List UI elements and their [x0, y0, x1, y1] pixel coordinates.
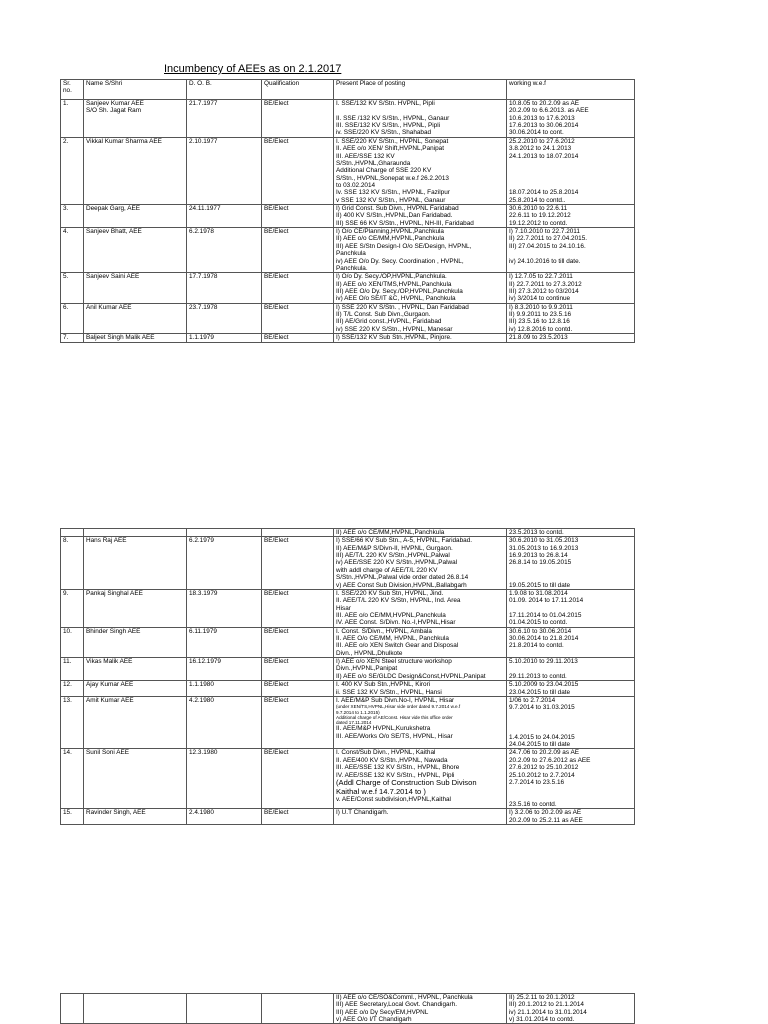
date-of-birth: 2.10.1977 — [187, 137, 262, 204]
cell-line — [509, 250, 632, 257]
cell-line: 10.6.2013 to 17.6.2013 — [509, 114, 575, 122]
cell-line: iv) 3/2014 to continue — [509, 295, 571, 303]
sr-no: 12. — [61, 681, 84, 697]
sr-no: 8. — [61, 537, 84, 590]
date-of-birth — [187, 529, 262, 537]
table-row — [61, 696, 635, 749]
working-since — [507, 228, 635, 273]
date-of-birth: 6.11.1979 — [187, 627, 262, 657]
officer-name — [84, 809, 187, 825]
cell-line: IV. AEE/SSE 132 KV S/Stn., HVPNL, Pipli — [336, 771, 455, 779]
date-of-birth: 1.1.1979 — [187, 334, 262, 342]
officer-name — [84, 589, 187, 627]
officer-name — [84, 537, 187, 590]
posting-place — [334, 273, 507, 303]
incumbency-table-part-3 — [60, 993, 635, 1024]
cell-line: Divn., HVPNL,Dhulkote — [336, 649, 403, 657]
header-dob: D. O. B. — [187, 80, 262, 100]
cell-line: 21.8.09 to 23.5.2013 — [509, 334, 568, 342]
cell-line: 30.6.10 to 30.06.2014 — [509, 627, 572, 635]
cell-line: Baljeet Singh Malik AEE — [86, 334, 155, 342]
cell-line: 24.1.2013 to 18.07.2014 — [509, 152, 579, 160]
posting-place — [334, 529, 507, 537]
posting-place — [334, 137, 507, 204]
cell-line: Anil Kumar AEE — [86, 303, 132, 311]
cell-line: II) 25.2.11 to 20.1.2012 — [509, 994, 575, 1001]
cell-line: Iv. SSE 132 KV S/Stn., HVPNL, Fazilpur — [336, 189, 450, 197]
working-since — [507, 303, 635, 333]
cell-line: III) 20.1.2012 to 21.1.2014 — [509, 1001, 584, 1009]
cell-line — [509, 665, 632, 672]
cell-line: IV. AEE Const. S/Divn. No.-I,HVPNL,Hisar — [336, 619, 456, 627]
cell-line: 25.2.2010 to 27.6.2012 — [509, 137, 575, 145]
date-of-birth: 16.12.1979 — [187, 658, 262, 681]
posting-place — [334, 537, 507, 590]
cell-line: ii. SSE 132 KV S/Stn., HVPNL, Hansi — [336, 688, 442, 696]
qualification: BE/Elect — [262, 749, 334, 809]
table-row — [61, 334, 635, 342]
posting-place — [334, 100, 507, 138]
qualification: BE/Elect — [262, 273, 334, 303]
sr-no: 14. — [61, 749, 84, 809]
officer-name — [84, 205, 187, 228]
cell-line: v) AEE Const Sub Division,HVPNL,Ballabgarh — [336, 581, 467, 589]
cell-line: iv. SSE/220 KV S/Stn., Shahabad — [336, 129, 432, 137]
posting-place — [334, 658, 507, 681]
cell-line: II) AEE o/o CE/SO&Comml., HVPNL, Panchkula — [336, 994, 473, 1001]
cell-line: (Addl Charge of Construction Sub Divison — [336, 777, 477, 787]
cell-line: v. AEE/Const subdivision,HVPNL,Kaithal — [336, 796, 451, 804]
cell-line — [86, 529, 184, 536]
qualification: BE/Elect — [262, 809, 334, 825]
cell-line — [509, 712, 632, 719]
table-row — [61, 589, 635, 627]
cell-line: (under XEN/TS,HVPNL,Hisar vide order dated 9.7.2014 w.e.f — [336, 704, 461, 710]
working-since — [507, 334, 635, 342]
header-place: Present Place of posting — [334, 80, 507, 100]
officer-name — [84, 696, 187, 749]
officer-name — [84, 334, 187, 342]
officer-name — [84, 273, 187, 303]
sr-no: 9. — [61, 589, 84, 627]
cell-line: II) AEE o/o XEN/TMS,HVPNL,Panchkula — [336, 280, 452, 288]
cell-line: 19.05.2015 to till date — [509, 581, 571, 589]
table-row — [61, 529, 635, 537]
qualification: BE/Elect — [262, 537, 334, 590]
cell-line: with addl charge of AEE/T/L 220 KV — [336, 566, 438, 574]
officer-name — [84, 303, 187, 333]
cell-line: iv) AEE O/o SE/IT &C, HVPNL, Panchkula — [336, 295, 456, 303]
cell-line: 19.12.2012 to contd. — [509, 219, 568, 227]
cell-line: I) SSE/66 KV Sub Stn., A-5, HVPNL, Faridabad. — [336, 537, 473, 545]
cell-line: II) AEE o/o SE/GLDC Design&Const,HVPNL,Panipat — [336, 672, 486, 680]
cell-line: iv) AEE O/o Dy. Secy. Coordination , HVPNL, — [336, 257, 464, 265]
cell-line: to 03.02.2014 — [336, 181, 376, 189]
cell-line: II. AEE O/o CE/MM, HVPNL, Panchkula — [336, 635, 449, 643]
cell-line: 30.06.2014 to 21.8.2014 — [509, 635, 579, 643]
header-name: Name S/Shri — [84, 80, 187, 100]
cell-line: 24.7.06 to 20.2.09 as AE — [509, 749, 579, 757]
cell-line: I) SSE 220 KV S/Stn. , HVPNL, Dan Faridabad — [336, 303, 469, 311]
cell-line: III. AEE/SSE 132 KV S/Stn., HVPNL, Bhore — [336, 764, 460, 772]
cell-line: Additional Charge of SSE 220 KV — [336, 167, 432, 175]
working-since — [507, 205, 635, 228]
cell-line: 30.6.2010 to 22.6.11 — [509, 205, 568, 213]
table-header-row — [61, 80, 635, 100]
cell-line: 21.8.2014 to contd. — [509, 642, 564, 650]
sr-no: 1. — [61, 100, 84, 138]
working-since — [507, 994, 635, 1024]
date-of-birth: 18.3.1979 — [187, 589, 262, 627]
cell-line: 3.8.2012 to 24.1.2013 — [509, 145, 572, 153]
sr-no: 2. — [61, 137, 84, 204]
cell-line: 24.04.2015 to till date — [509, 741, 571, 749]
cell-line — [509, 574, 632, 581]
header-working: working w.e.f — [507, 80, 635, 100]
officer-name — [84, 658, 187, 681]
cell-line — [336, 107, 504, 114]
cell-line: I. AEE/M&P Sub Divn.No-I, HVPNL, Hisar — [336, 696, 455, 704]
sr-no — [61, 994, 84, 1024]
officer-name — [84, 137, 187, 204]
qualification: BE/Elect — [262, 696, 334, 749]
cell-line: Vikas Malik AEE — [86, 658, 133, 666]
cell-line: II) AEE/M&P S/Divn-II, HVPNL, Gurgaon. — [336, 544, 453, 552]
cell-line: Bhinder Singh AEE — [86, 627, 141, 635]
cell-line: I. SSE/220 KV S/Stn., HVPNL, Sonepat — [336, 137, 449, 145]
table-row — [61, 658, 635, 681]
posting-place — [334, 809, 507, 825]
cell-line: Amit Kumar AEE — [86, 696, 134, 704]
working-since — [507, 658, 635, 681]
table-row — [61, 681, 635, 697]
cell-line: S/O Sh. Jagat Ram — [86, 107, 142, 115]
posting-place — [334, 228, 507, 273]
cell-line: I) 8.3.2010 to 9.9.2011 — [509, 303, 573, 311]
cell-line: 20.2.09 to 6.6.2013. as AEE — [509, 107, 589, 115]
posting-place — [334, 627, 507, 657]
cell-line: 9.7.2014 to 31.03.2015 — [509, 704, 575, 712]
posting-place — [334, 749, 507, 809]
cell-line: II) 400 KV S/Stn.,HVPNL,Dan Faridabad. — [336, 212, 453, 220]
cell-line: III. AEE/Works O/o SE/TS, HVPNL, Hisar — [336, 732, 453, 740]
cell-line: iv) 12.8.2016 to contd. — [509, 325, 573, 333]
posting-place — [334, 681, 507, 697]
cell-line — [509, 786, 632, 793]
sr-no: 10. — [61, 627, 84, 657]
cell-line: 22.6.11 to 19.12.2012 — [509, 212, 571, 220]
qualification — [262, 994, 334, 1024]
cell-line: 27.6.2012 to 25.10.2012 — [509, 764, 579, 772]
working-since — [507, 749, 635, 809]
working-since — [507, 696, 635, 749]
cell-line: Sanjeev Bhatt, AEE — [86, 228, 142, 236]
cell-line: 25.10.2012 to 2.7.2014 — [509, 771, 575, 779]
cell-line: S/Stn.,HVPNL,Gharaunda — [336, 159, 411, 167]
page-title: Incumbency of AEEs as on 2.1.2017 — [164, 63, 342, 75]
cell-line: Ravinder Singh, AEE — [86, 809, 146, 817]
cell-line: S/Stn.,HVPNL,Palwal vide order dated 26.8.14 — [336, 574, 469, 582]
table-row — [61, 273, 635, 303]
qualification: BE/Elect — [262, 137, 334, 204]
cell-line: 23.5.16 to contd. — [509, 800, 557, 808]
cell-line: iv) AEE/SSE 220 KV S/Stn.,HVPNL,Palwal — [336, 559, 458, 567]
cell-line: I) 3.2.06 to 20.2.09 as AE — [509, 809, 582, 817]
cell-line — [509, 605, 632, 612]
cell-line: I. SSE/132 KV S/Stn. HVPNL, Pipli — [336, 100, 435, 107]
posting-place — [334, 303, 507, 333]
cell-line: I) SSE/132 KV Sub Stn.,HVPNL, Pinjore. — [336, 334, 452, 342]
cell-line: II. SSE /132 KV S/Stn., HVPNL, Ganaur — [336, 114, 450, 122]
working-since — [507, 809, 635, 825]
date-of-birth: 4.2.1980 — [187, 696, 262, 749]
cell-line: Additional charge of AE/Const. Hisar vide this office order — [336, 714, 453, 720]
cell-line — [509, 167, 632, 174]
date-of-birth: 1.1.1980 — [187, 681, 262, 697]
cell-line: Sunil Soni AEE — [86, 749, 129, 757]
cell-line: 30.06.2014 to cont. — [509, 129, 564, 137]
table-row — [61, 228, 635, 273]
cell-line: iv) 21.1.2014 to 31.01.2014 — [509, 1008, 587, 1016]
date-of-birth: 23.7.1978 — [187, 303, 262, 333]
date-of-birth: 6.2.1978 — [187, 228, 262, 273]
cell-line: iv) 24.10.2016 to till date. — [509, 257, 581, 265]
cell-line: Hans Raj AEE — [86, 537, 127, 545]
cell-line: III) SSE 66 KV S/Stn., HVPNL, NH-III, Faridabad — [336, 219, 474, 227]
table-row — [61, 537, 635, 590]
incumbency-table-part-1 — [60, 79, 635, 343]
working-since — [507, 100, 635, 138]
cell-line: III. AEE/SSE 132 KV — [336, 152, 395, 160]
qualification: BE/Elect — [262, 334, 334, 342]
cell-line: 30.6.2010 to 31.05.2013 — [509, 537, 579, 545]
officer-name — [84, 994, 187, 1024]
cell-line: II) AEE o/o CE/MM,HVPNL,Panchkula — [336, 529, 445, 536]
officer-name — [84, 627, 187, 657]
sr-no: 5. — [61, 273, 84, 303]
working-since — [507, 627, 635, 657]
cell-line: 26.8.14 to 19.05.2015 — [509, 559, 572, 567]
cell-line: 1.9.08 to 31.08.2014 — [509, 589, 568, 597]
working-since — [507, 137, 635, 204]
posting-place — [334, 994, 507, 1024]
cell-line: 29.11.2013 to contd. — [509, 672, 567, 680]
cell-line: II) AEE o/o CE/MM,HVPNL,Panchkula — [336, 235, 445, 243]
qualification: BE/Elect — [262, 205, 334, 228]
cell-line: I) O/o Dy. Secy./OP,HVPNL,Panchkula. — [336, 273, 447, 281]
cell-line: 5.10.2009 to 23.04.2015 — [509, 681, 579, 689]
cell-line: 10.8.05 to 20.2.09 as AE — [509, 100, 579, 107]
cell-line — [509, 794, 632, 801]
officer-name — [84, 749, 187, 809]
date-of-birth: 12.3.1980 — [187, 749, 262, 809]
cell-line: II) 22.7.2011 to 27.04.2015. — [509, 235, 588, 243]
cell-line: III) AEE Secretary,Local Govt. Chandigarh. — [336, 1001, 458, 1009]
date-of-birth: 17.7.1978 — [187, 273, 262, 303]
officer-name — [84, 228, 187, 273]
working-since — [507, 589, 635, 627]
cell-line: 20.2.09 to 25.2.11 as AEE — [509, 816, 583, 824]
cell-line: I) 12.7.05 to 22.7.2011 — [509, 273, 573, 281]
qualification — [262, 529, 334, 537]
cell-line: Sanjeev Saini AEE — [86, 273, 140, 281]
cell-line: III) AE/T/L 220 KV S/Stn.,HVPNL,Palwal — [336, 552, 450, 560]
table-row — [61, 137, 635, 204]
cell-line: 20.2.09 to 27.6.2012 as AEE — [509, 756, 591, 764]
cell-line: 01.09. 2014 to 17.11.2014 — [509, 597, 584, 605]
cell-line: I) 7.10.2010 to 22.7.2011 — [509, 228, 580, 236]
cell-line: III) AEE o/o Dy Secy/EM,HVPNL — [336, 1008, 429, 1016]
cell-line: Vikkal Kumar Sharma AEE — [86, 137, 162, 145]
cell-line: II. AEE/M&P HVPNL,Kurukshetra — [336, 725, 431, 733]
posting-place — [334, 589, 507, 627]
cell-line: I) AEE o/o XEN Steel structure workshop — [336, 658, 452, 666]
cell-line: v) AEE O/o I/T Chandigarh — [336, 1016, 412, 1024]
sr-no: 6. — [61, 303, 84, 333]
sr-no — [61, 529, 84, 537]
qualification: BE/Elect — [262, 627, 334, 657]
table-row — [61, 749, 635, 809]
cell-line: 17.6.2013 to 30.06.2014 — [509, 122, 579, 130]
cell-line — [509, 160, 632, 167]
cell-line: III. SSE/132 KV S/Stn., HVPNL, Pipli — [336, 122, 441, 130]
cell-line: iv) SSE 220 KV S/Stn., HVPNL, Manesar — [336, 325, 453, 333]
table-row — [61, 809, 635, 825]
officer-name — [84, 100, 187, 138]
cell-line: Kaithal w.e.f 14.7.2014 to ) — [336, 786, 426, 796]
sr-no: 13. — [61, 696, 84, 749]
cell-line: II. AEE o/o XEN/ Shift,HVPNL,Panipat — [336, 145, 444, 153]
cell-line: II) 22.7.2011 to 27.3.2012 — [509, 280, 582, 288]
cell-line — [86, 994, 184, 1001]
cell-line: 5.10.2010 to 29.11.2013 — [509, 658, 578, 666]
cell-line — [509, 567, 632, 574]
cell-line: v SSE 132 KV S/Stn., HVPNL, Ganaur — [336, 196, 446, 204]
cell-line: II. AEE/T/L 220 KV S/Stn, HVPNL, Ind. Area — [336, 597, 461, 605]
posting-place — [334, 334, 507, 342]
table-row — [61, 100, 635, 138]
posting-place — [334, 205, 507, 228]
cell-line: I. Const/Sub Divn., HVPNL, Kaithal — [336, 749, 436, 757]
cell-line: 25.8.2014 to contd.. — [509, 196, 566, 204]
cell-line: Panchkula. — [336, 264, 368, 272]
working-since — [507, 681, 635, 697]
cell-line: I. Const. S/Divn., HVPNL, Ambala — [336, 627, 432, 635]
cell-line — [509, 175, 632, 182]
sr-no: 4. — [61, 228, 84, 273]
cell-line: III) AEE S/Stn Design-I O/o SE/Design, HVPNL, — [336, 242, 472, 250]
qualification: BE/Elect — [262, 100, 334, 138]
cell-line: I. SSE/220 KV Sub Stn, HVPNL, Jind. — [336, 589, 444, 597]
table-row — [61, 627, 635, 657]
header-qual: Qualification — [262, 80, 334, 100]
cell-line: 31.05.2013 to 16.9.2013 — [509, 544, 579, 552]
cell-line: Deepak Garg, AEE — [86, 205, 140, 213]
qualification: BE/Elect — [262, 681, 334, 697]
cell-line: 16.9.2013 to 26.8.14 — [509, 552, 568, 560]
header-sr: Sr. no. — [61, 80, 84, 100]
cell-line: 2.7.2014 to 23.5.16 — [509, 778, 565, 786]
qualification: BE/Elect — [262, 589, 334, 627]
cell-line: III) 27.04.2015 to 24.10.16. — [509, 242, 586, 250]
working-since — [507, 273, 635, 303]
officer-name — [84, 529, 187, 537]
table-row — [61, 994, 635, 1024]
date-of-birth: 24.11.1977 — [187, 205, 262, 228]
cell-line — [509, 719, 632, 726]
cell-line: I) O/o CE/Planning,HVPNL,Panchkula — [336, 228, 444, 236]
cell-line: II. AEE/400 KV S/Stn.,HVPNL, Nawada — [336, 756, 448, 764]
sr-no: 15. — [61, 809, 84, 825]
cell-line: III) AE/Grid const.,HVPNL, Faridabad — [336, 318, 442, 326]
cell-line: Sanjeev Kumar AEE — [86, 100, 144, 107]
cell-line: 9.7.2014 to 1.1.2015) — [336, 709, 380, 715]
cell-line: Ajay Kumar AEE — [86, 681, 134, 689]
posting-place — [334, 696, 507, 749]
working-since — [507, 529, 635, 537]
qualification: BE/Elect — [262, 658, 334, 681]
cell-line: II) 9.9.2011 to 23.5.16 — [509, 311, 572, 319]
cell-line: 17.11.2014 to 01.04.2015 — [509, 611, 582, 619]
working-since — [507, 537, 635, 590]
date-of-birth: 21.7.1977 — [187, 100, 262, 138]
incumbency-table-part-2 — [60, 528, 635, 825]
cell-line: Panchkula — [336, 250, 366, 258]
cell-line: 1/06 to 2.7.2014 — [509, 696, 556, 704]
sr-no: 7. — [61, 334, 84, 342]
qualification: BE/Elect — [262, 303, 334, 333]
cell-line — [509, 182, 632, 189]
cell-line — [509, 726, 632, 733]
qualification: BE/Elect — [262, 228, 334, 273]
table-row — [61, 303, 635, 333]
cell-line: S/Stn., HVPNL,Sonepat w.e.f 26.2.2013 — [336, 174, 449, 182]
cell-line: 23.04.2015 to till date — [509, 688, 571, 696]
date-of-birth: 2.4.1980 — [187, 809, 262, 825]
cell-line: 18.07.2014 to 25.8.2014 — [509, 189, 579, 197]
cell-line: v) 31.01.2014 to contd. — [509, 1016, 575, 1024]
cell-line — [509, 265, 632, 272]
officer-name — [84, 681, 187, 697]
cell-line: 01.04.2015 to contd. — [509, 619, 568, 627]
cell-line: III) 27.3.2012 to 03/2014 — [509, 287, 579, 295]
cell-line: III) AEE O/o Dy. Secy./OP,HVPNL,Panchkula — [336, 287, 463, 295]
cell-line: 1.4.2015 to 24.04.2015 — [509, 733, 575, 741]
table-row — [61, 205, 635, 228]
cell-line: I) Grid Const. Sub Divn., HVPNL Faridabad — [336, 205, 459, 213]
cell-line: Hisar — [336, 604, 351, 612]
cell-line: I) U.T Chandigarh. — [336, 809, 389, 817]
cell-line: dated 17.11.2014 — [336, 720, 372, 726]
cell-line: Pankaj Singhal AEE — [86, 589, 143, 597]
cell-line: III) 23.5.16 to 12.8.16 — [509, 318, 570, 326]
cell-line: III. AEE o/o XEN Switch Gear and Disposal — [336, 642, 459, 650]
date-of-birth — [187, 994, 262, 1024]
cell-line: 23.5.2013 to contd. — [509, 529, 564, 536]
sr-no: 11. — [61, 658, 84, 681]
cell-line: III. AEE o/o CE/MM,HVPNL,Panchkula — [336, 611, 446, 619]
cell-line: I. 400 KV Sub Stn.,HVPNL, Kirori — [336, 681, 431, 689]
date-of-birth: 6.2.1979 — [187, 537, 262, 590]
cell-line — [509, 650, 632, 657]
cell-line: Divn.,HVPNL,Panipat — [336, 665, 398, 673]
cell-line: II) T/L Const. Sub Divn.,Gurgaon. — [336, 311, 431, 319]
sr-no: 3. — [61, 205, 84, 228]
